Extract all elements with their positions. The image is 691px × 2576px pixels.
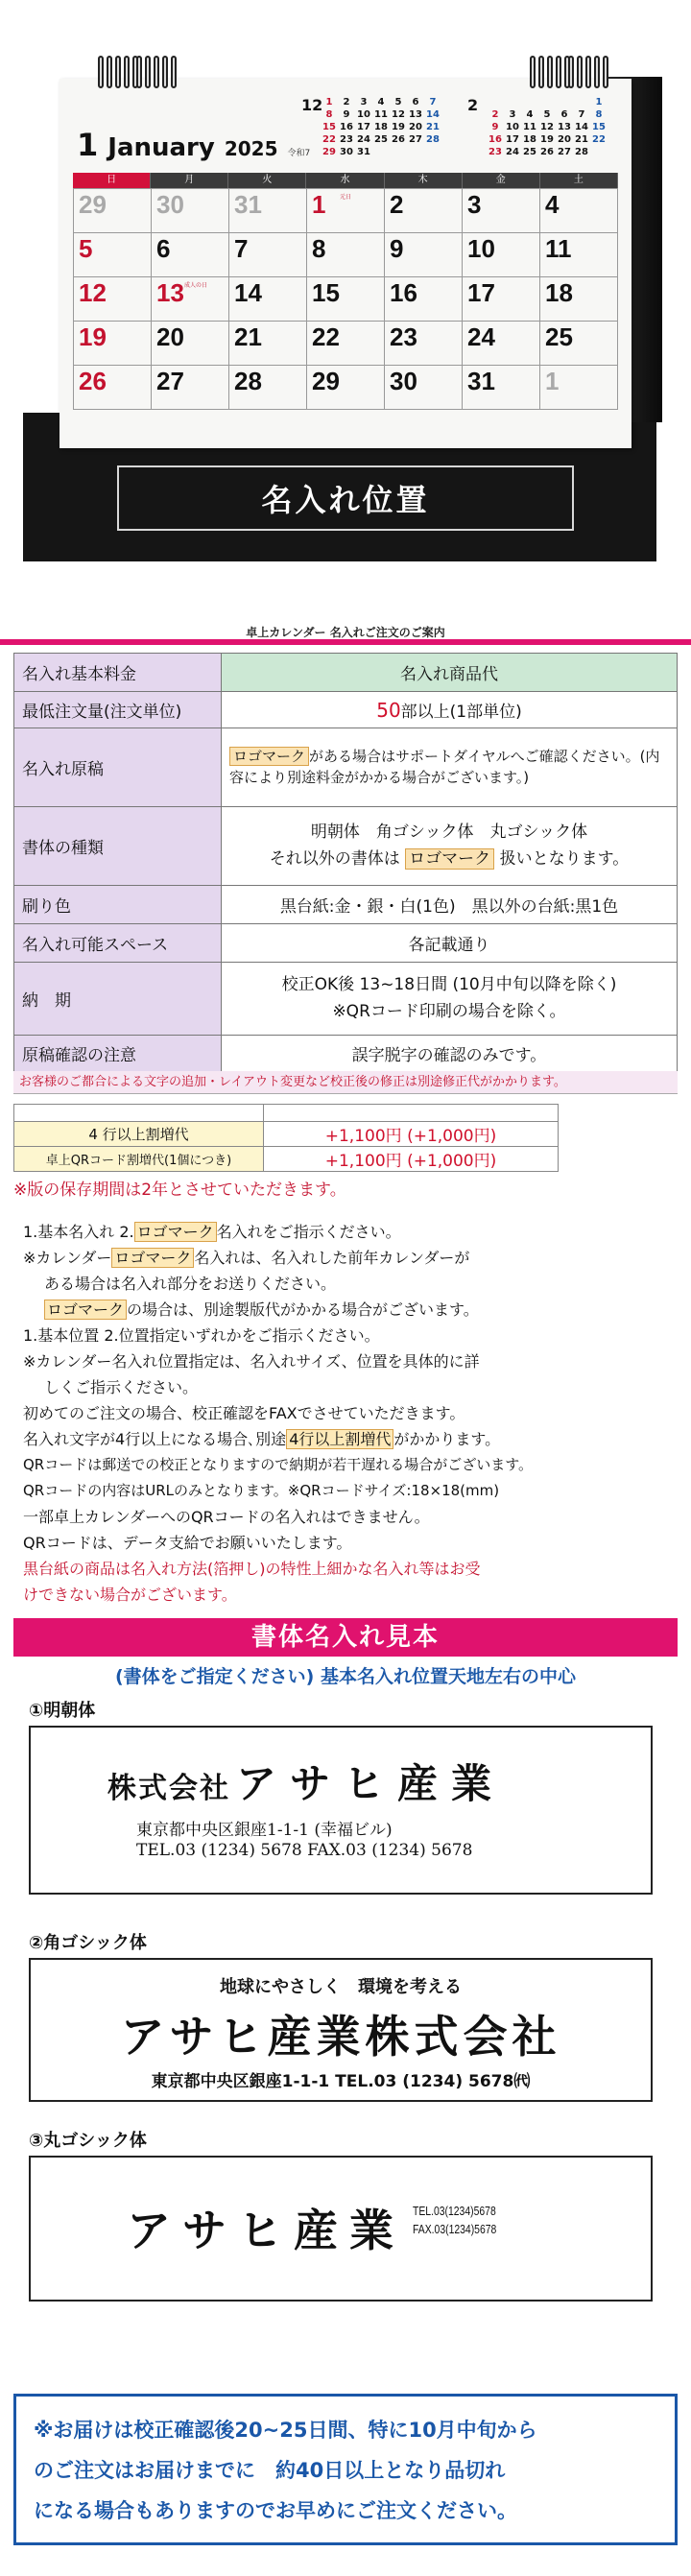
note-text: 1.基本名入れ 2.	[23, 1223, 134, 1241]
mini-calendar-day: 23	[488, 147, 502, 157]
mini-calendar-day: 30	[340, 147, 353, 157]
mini-calendar-day: 2	[343, 97, 350, 107]
surcharge-header-row	[14, 1105, 559, 1122]
calendar-era: 令和7	[287, 149, 311, 158]
mini-calendar-day: 6	[412, 97, 419, 107]
note-line: 黒台紙の商品は名入れ方法(箔押し)の特性上細かな名入れ等はお受	[23, 1560, 481, 1578]
mini-calendar-day	[487, 96, 504, 108]
calendar-day	[74, 277, 152, 322]
logo-mark-highlight: ロゴマーク	[111, 1248, 194, 1268]
font-sample-heading: 書体名入れ見本	[13, 1618, 678, 1657]
calendar-day-grid	[73, 188, 618, 410]
mini-calendar-day: 24	[506, 147, 519, 157]
mini-calendar-day: 26	[392, 134, 405, 145]
weekday-header: 火	[228, 173, 306, 188]
calendar-day	[307, 277, 385, 322]
info-row-base-fee	[14, 654, 678, 692]
info-label: 最低注文量(注文単位)	[14, 692, 222, 728]
mini-calendar-day: 9	[343, 109, 350, 120]
mini-calendar-day: 4	[526, 109, 534, 120]
mini-calendar-day: 18	[374, 122, 388, 132]
calendar-day-number: 3	[467, 190, 482, 219]
logo-mark-highlight: ロゴマーク	[134, 1222, 217, 1242]
mini-calendar-day	[504, 96, 521, 108]
calendar-day	[74, 322, 152, 366]
mincho-brand: アサヒ産業	[236, 1760, 506, 1807]
calendar-day	[152, 322, 229, 366]
calendar-day	[385, 233, 463, 277]
mini-calendar-next	[467, 96, 609, 158]
mincho-address: 東京都中央区銀座1-1-1 (幸福ビル)	[136, 1821, 393, 1840]
info-label: 名入れ基本料金	[14, 654, 222, 692]
mini-calendar-day	[590, 146, 608, 158]
mini-calendar-day: 17	[506, 134, 519, 145]
info-value	[222, 807, 678, 886]
calendar-day	[385, 322, 463, 366]
mini-calendar-day: 26	[540, 147, 554, 157]
note-line: 一部卓上カレンダーへのQRコードの名入れはできません。	[23, 1508, 430, 1526]
calendar-day-number: 14	[234, 278, 262, 307]
weekday-header: 木	[385, 173, 463, 188]
mini-calendar-day: 14	[575, 122, 588, 132]
note-line: QRコードは、データ支給でお願いいたします。	[23, 1534, 352, 1552]
mincho-company	[107, 1753, 505, 1810]
binding-ring	[115, 56, 121, 88]
font-types-note-post: 扱いとなります。	[499, 848, 630, 869]
calendar-day-number: 22	[312, 322, 340, 351]
calendar-day	[307, 322, 385, 366]
note-line: しくご指示ください。	[44, 1378, 199, 1396]
info-row-print-color	[14, 886, 678, 924]
calendar-day	[152, 189, 229, 233]
info-value: 名入れ商品代	[222, 654, 678, 692]
note-line: 1.基本位置 2.位置指定いずれかをご指示ください。	[23, 1326, 380, 1345]
calendar-day	[307, 189, 385, 233]
mini-calendar-day: 12	[392, 109, 405, 120]
calendar-product-image	[0, 0, 691, 576]
calendar-day-number: 24	[467, 322, 495, 351]
mini-calendar-day: 11	[374, 109, 388, 120]
calendar-year: 2025	[224, 137, 278, 160]
mini-calendar-prev	[301, 96, 443, 158]
calendar-day	[540, 233, 618, 277]
calendar-day-number: 29	[312, 367, 340, 395]
weekday-header: 月	[151, 173, 228, 188]
surcharge-highlight: 4行以上割増代	[286, 1429, 393, 1449]
logo-mark-highlight: ロゴマーク	[229, 747, 309, 766]
calendar-day-number: 4	[545, 190, 560, 219]
note-text: の場合は、別途製版代がかかる場合がございます。	[127, 1300, 479, 1319]
mini-calendar-day: 5	[543, 109, 551, 120]
info-value: 誤字脱字の確認のみです。	[222, 1036, 678, 1072]
calendar-day	[385, 277, 463, 322]
surcharge-table	[13, 1104, 559, 1172]
mini-calendar-day: 23	[340, 134, 353, 145]
info-row-space	[14, 924, 678, 963]
name-position-box: 名入れ位置	[117, 465, 574, 531]
info-value	[222, 692, 678, 728]
delivery-notice	[13, 2394, 678, 2545]
mini-calendar-day: 31	[357, 147, 370, 157]
holiday-label: 元日	[340, 195, 352, 201]
binding-ring	[171, 56, 177, 88]
mini-calendar-day: 7	[578, 109, 585, 120]
kaku-slogan: 地球にやさしく 環境を考える	[220, 1977, 462, 1997]
order-notes	[23, 1219, 676, 1608]
mini-calendar-day	[556, 96, 573, 108]
info-value	[222, 963, 678, 1036]
info-value	[222, 728, 678, 807]
calendar-day	[74, 233, 152, 277]
calendar-day-number: 5	[79, 234, 93, 263]
mini-calendar-day: 11	[523, 122, 536, 132]
holiday-label: 成人の日	[184, 283, 208, 289]
calendar-day	[74, 189, 152, 233]
mini-calendar-day: 13	[409, 109, 422, 120]
mini-calendar-day: 29	[322, 147, 336, 157]
calendar-day-number: 7	[234, 234, 249, 263]
calendar-day	[307, 366, 385, 410]
font-sample-subheading: (書体をご指定ください) 基本名入れ位置天地左右の中心	[115, 1666, 576, 1687]
calendar-day-number: 19	[79, 322, 107, 351]
info-label: 名入れ可能スペース	[14, 924, 222, 963]
surcharge-row	[14, 1122, 559, 1147]
mini-calendar-day	[573, 96, 590, 108]
calendar-day	[463, 277, 540, 322]
mini-calendar-day: 21	[575, 134, 588, 145]
calendar-day-number: 26	[79, 367, 107, 395]
calendar-day	[152, 233, 229, 277]
mini-calendar-day: 25	[523, 147, 536, 157]
mincho-label: ①明朝体	[29, 1701, 96, 1721]
mini-calendar-day	[390, 146, 407, 158]
binding-ring	[538, 56, 544, 88]
mini-calendar-week	[487, 108, 608, 121]
calendar-day	[463, 366, 540, 410]
delivery-term: 校正OK後 13~18日間 (10月中旬以降を除く)	[281, 975, 617, 995]
note-line: ある場合は名入れ部分をお送りください。	[44, 1275, 337, 1293]
note-text: がかかります。	[393, 1430, 501, 1448]
calendar-month-name: January	[107, 133, 215, 162]
info-row-font-types	[14, 807, 678, 886]
binding-ring	[594, 56, 600, 88]
info-row-proof	[14, 1036, 678, 1072]
calendar-day-number: 25	[545, 322, 573, 351]
mini-calendar-day: 27	[409, 134, 422, 145]
mini-calendar-week	[321, 96, 441, 108]
mini-calendar-day: 27	[558, 147, 571, 157]
mincho-sample-box	[29, 1726, 653, 1895]
note-line: けできない場合がございます。	[23, 1586, 237, 1604]
info-label: 原稿確認の注意	[14, 1036, 222, 1072]
binding-ring	[568, 56, 574, 88]
calendar-month-number: 1	[77, 127, 99, 163]
calendar-day-number: 17	[467, 278, 495, 307]
mini-calendar-day	[521, 96, 538, 108]
calendar-day-number: 30	[390, 367, 417, 395]
maru-brand: アサヒ産業	[127, 2205, 405, 2256]
info-label: 納 期	[14, 963, 222, 1036]
mini-calendar-day: 4	[377, 97, 385, 107]
mini-calendar-day: 15	[592, 122, 606, 132]
calendar-day	[540, 277, 618, 322]
mini-calendar-week	[321, 146, 441, 158]
font-types-line: 明朝体 角ゴシック体 丸ゴシック体	[310, 823, 588, 843]
mini-calendar-day: 10	[357, 109, 370, 120]
calendar-day-number: 28	[234, 367, 262, 395]
info-row-manuscript	[14, 728, 678, 807]
calendar-day-number: 31	[234, 190, 262, 219]
info-divider	[0, 639, 691, 645]
mini-calendar-day: 28	[426, 134, 440, 145]
calendar-day-number: 6	[156, 234, 171, 263]
binding-ring	[547, 56, 553, 88]
surcharge-price: +1,100円 (+1,000円)	[264, 1122, 559, 1147]
calendar-day	[540, 189, 618, 233]
kaku-sample-box	[29, 1958, 653, 2102]
mini-calendar-day: 19	[392, 122, 405, 132]
calendar-grid	[73, 173, 618, 410]
calendar-day-number: 15	[312, 278, 340, 307]
binding-ring	[107, 56, 112, 88]
surcharge-label: 卓上QRコード割増代(1個につき)	[14, 1147, 264, 1172]
mini-calendar-day: 22	[322, 134, 336, 145]
calendar-day	[307, 233, 385, 277]
binding-ring	[556, 56, 561, 88]
mini-calendar-day: 22	[592, 134, 606, 145]
calendar-day-number: 9	[390, 234, 404, 263]
kaku-company: アサヒ産業株式会社	[120, 2011, 561, 2063]
note-line: QRコードは郵送での校正となりますので納期が若干遅れる場合がございます。	[23, 1456, 534, 1473]
calendar-day-number: 8	[312, 234, 326, 263]
mini-calendar-day: 13	[558, 122, 571, 132]
mini-calendar-next-month: 2	[467, 96, 479, 114]
calendar-weekday-row	[73, 173, 618, 188]
mini-calendar-day: 28	[575, 147, 588, 157]
calendar-day	[385, 189, 463, 233]
surcharge-row	[14, 1147, 559, 1172]
mini-calendar-day: 3	[509, 109, 516, 120]
min-order-unit: 部以上(1部単位)	[400, 703, 522, 722]
info-label: 書体の種類	[14, 807, 222, 886]
mini-calendar-week	[321, 121, 441, 133]
mini-calendar-week	[321, 133, 441, 146]
mini-calendar-day: 1	[325, 97, 333, 107]
manuscript-text: がある場合はサポートダイヤルへご確認ください。(内容により別途料金がかかる場合がございます。)	[229, 747, 660, 786]
mini-calendar-week	[487, 146, 608, 158]
mincho-company-prefix: 株式会社	[107, 1772, 230, 1805]
note-line	[23, 1219, 676, 1245]
mini-calendar-day: 2	[491, 109, 499, 120]
calendar-day-number: 1	[545, 367, 560, 395]
info-title: 卓上カレンダー 名入れご注文のご案内	[246, 626, 445, 639]
calendar-day-number: 31	[467, 367, 495, 395]
binding-ring	[145, 56, 151, 88]
mini-calendar-day: 16	[488, 134, 502, 145]
calendar-day	[540, 322, 618, 366]
info-footnote: お客様のご都合による文字の追加・レイアウト変更など校正後の修正は別途修正代がかかります。	[13, 1071, 678, 1094]
calendar-day-number: 21	[234, 322, 262, 351]
calendar-day-number: 13	[156, 278, 184, 307]
maru-sample-box	[29, 2156, 653, 2302]
delivery-line: になる場合もありますのでお早めにご注文ください。	[34, 2499, 517, 2522]
maru-tel: TEL.03(1234)5678	[413, 2204, 496, 2218]
calendar-day	[463, 322, 540, 366]
note-line	[23, 1245, 676, 1271]
calendar-day-number: 27	[156, 367, 184, 395]
mini-calendar-day	[538, 96, 556, 108]
mini-calendar-day: 19	[540, 134, 554, 145]
mini-calendar-day: 14	[426, 109, 440, 120]
calendar-day	[229, 189, 307, 233]
mini-calendar-day	[424, 146, 441, 158]
mini-calendar-day: 18	[523, 134, 536, 145]
mini-calendar-day: 10	[506, 122, 519, 132]
calendar-day	[229, 277, 307, 322]
mini-calendar-week	[321, 108, 441, 121]
mincho-tel: TEL.03 (1234) 5678 FAX.03 (1234) 5678	[136, 1841, 473, 1860]
binding-ring	[530, 56, 536, 88]
mini-calendar-day: 16	[340, 122, 353, 132]
calendar-day-number: 10	[467, 234, 495, 263]
calendar-day	[385, 366, 463, 410]
calendar-day-number: 23	[390, 322, 417, 351]
weekday-header: 日	[73, 173, 151, 188]
mini-calendar-day: 20	[409, 122, 422, 132]
weekday-header: 金	[463, 173, 540, 188]
note-text: 名入れ文字が4行以上になる場合､別途	[23, 1430, 287, 1448]
mini-calendar-day	[372, 146, 390, 158]
info-row-delivery	[14, 963, 678, 1036]
calendar-day-number: 1	[312, 190, 326, 219]
calendar-day-number: 30	[156, 190, 184, 219]
mini-calendar-day: 8	[325, 109, 333, 120]
mini-calendar-day: 15	[322, 122, 336, 132]
surcharge-price: +1,100円 (+1,000円)	[264, 1147, 559, 1172]
mini-calendar-day: 21	[426, 122, 440, 132]
delivery-line: のご注文はお届けまでに 約40日以上となり品切れ	[34, 2459, 506, 2482]
binding-rings	[60, 56, 631, 94]
note-line: 初めてのご注文の場合、校正確認をFAXでさせていただきます。	[23, 1404, 465, 1422]
mini-calendar-day: 24	[357, 134, 370, 145]
binding-ring	[162, 56, 168, 88]
binding-ring	[98, 56, 104, 88]
binding-ring	[124, 56, 130, 88]
mini-calendar-week	[487, 96, 608, 108]
surcharge-label: 4 行以上割増代	[14, 1122, 264, 1147]
note-text: ※カレンダー	[23, 1249, 112, 1267]
mini-calendar-next-table	[487, 96, 608, 158]
calendar-day	[152, 366, 229, 410]
maru-fax: FAX.03(1234)5678	[413, 2222, 497, 2236]
note-line	[23, 1297, 676, 1323]
delivery-line: ※お届けは校正確認後20~25日間、特に10月中旬から	[34, 2419, 537, 2442]
binding-ring	[603, 56, 608, 88]
logo-mark-highlight: ロゴマーク	[405, 848, 494, 870]
weekday-header: 水	[306, 173, 384, 188]
font-types-note	[229, 847, 669, 872]
binding-ring	[154, 56, 159, 88]
calendar-day	[540, 366, 618, 410]
calendar-day	[229, 233, 307, 277]
calendar-day	[463, 233, 540, 277]
info-label: 名入れ原稿	[14, 728, 222, 807]
calendar-day	[229, 366, 307, 410]
calendar-day-number: 11	[545, 234, 572, 263]
mini-calendar-day: 17	[357, 122, 370, 132]
info-label: 刷り色	[14, 886, 222, 924]
order-info-table	[13, 653, 678, 1072]
kaku-address: 東京都中央区銀座1-1-1 TEL.03 (1234) 5678㈹	[151, 2072, 531, 2091]
font-types-note-pre: それ以外の書体は	[269, 848, 400, 869]
weekday-header: 土	[540, 173, 618, 188]
calendar-day	[463, 189, 540, 233]
plate-retention-note: ※版の保存期間は2年とさせていただきます。	[13, 1181, 346, 1200]
mini-calendar-day: 20	[558, 134, 571, 145]
maru-contact	[413, 2202, 496, 2238]
mini-calendar-day: 7	[429, 97, 437, 107]
calendar-day-number: 20	[156, 322, 184, 351]
mini-calendar-prev-table	[321, 96, 441, 158]
mini-calendar-prev-month: 12	[301, 96, 323, 114]
calendar-sheet	[60, 79, 631, 448]
binding-ring	[136, 56, 142, 88]
mini-calendar-day: 25	[374, 134, 388, 145]
calendar-day-number: 2	[390, 190, 404, 219]
mini-calendar-day: 6	[560, 109, 568, 120]
kaku-label: ②角ゴシック体	[29, 1933, 147, 1953]
calendar-day	[74, 366, 152, 410]
note-text: 名入れをご指示ください。	[216, 1223, 401, 1241]
mini-calendar-day: 1	[595, 97, 603, 107]
calendar-day	[152, 277, 229, 322]
mini-calendar-day: 8	[595, 109, 603, 120]
note-line: ※カレンダー名入れ位置指定は、名入れサイズ、位置を具体的に詳	[23, 1352, 480, 1371]
min-order-number: 50	[376, 699, 401, 722]
calendar-day-number: 16	[390, 278, 417, 307]
calendar-day	[229, 322, 307, 366]
binding-ring	[577, 56, 583, 88]
mini-calendar-day	[407, 146, 424, 158]
mini-calendar-day: 5	[394, 97, 402, 107]
calendar-day-number: 18	[545, 278, 573, 307]
maru-label: ③丸ゴシック体	[29, 2131, 147, 2151]
binding-ring	[585, 56, 591, 88]
info-value: 黒台紙:金・銀・白(1色) 黒以外の台紙:黒1色	[222, 886, 678, 924]
calendar-header	[77, 127, 310, 165]
note-text: 名入れは、名入れした前年カレンダーが	[194, 1249, 470, 1267]
logo-mark-highlight: ロゴマーク	[44, 1300, 127, 1320]
info-value: 各記載通り	[222, 924, 678, 963]
mini-calendar-week	[487, 133, 608, 146]
delivery-exception: ※QRコード印刷の場合を除く。	[332, 1001, 566, 1021]
calendar-day-number: 29	[79, 190, 107, 219]
calendar-day-number: 12	[79, 278, 107, 307]
mini-calendar-week	[487, 121, 608, 133]
info-row-min-order	[14, 692, 678, 728]
note-line: QRコードの内容はURLのみとなります。※QRコードサイズ:18×18(mm)	[23, 1482, 500, 1499]
mini-calendar-day: 9	[491, 122, 499, 132]
note-line	[23, 1426, 676, 1452]
mini-calendar-day: 12	[540, 122, 554, 132]
mini-calendar-day: 3	[360, 97, 368, 107]
